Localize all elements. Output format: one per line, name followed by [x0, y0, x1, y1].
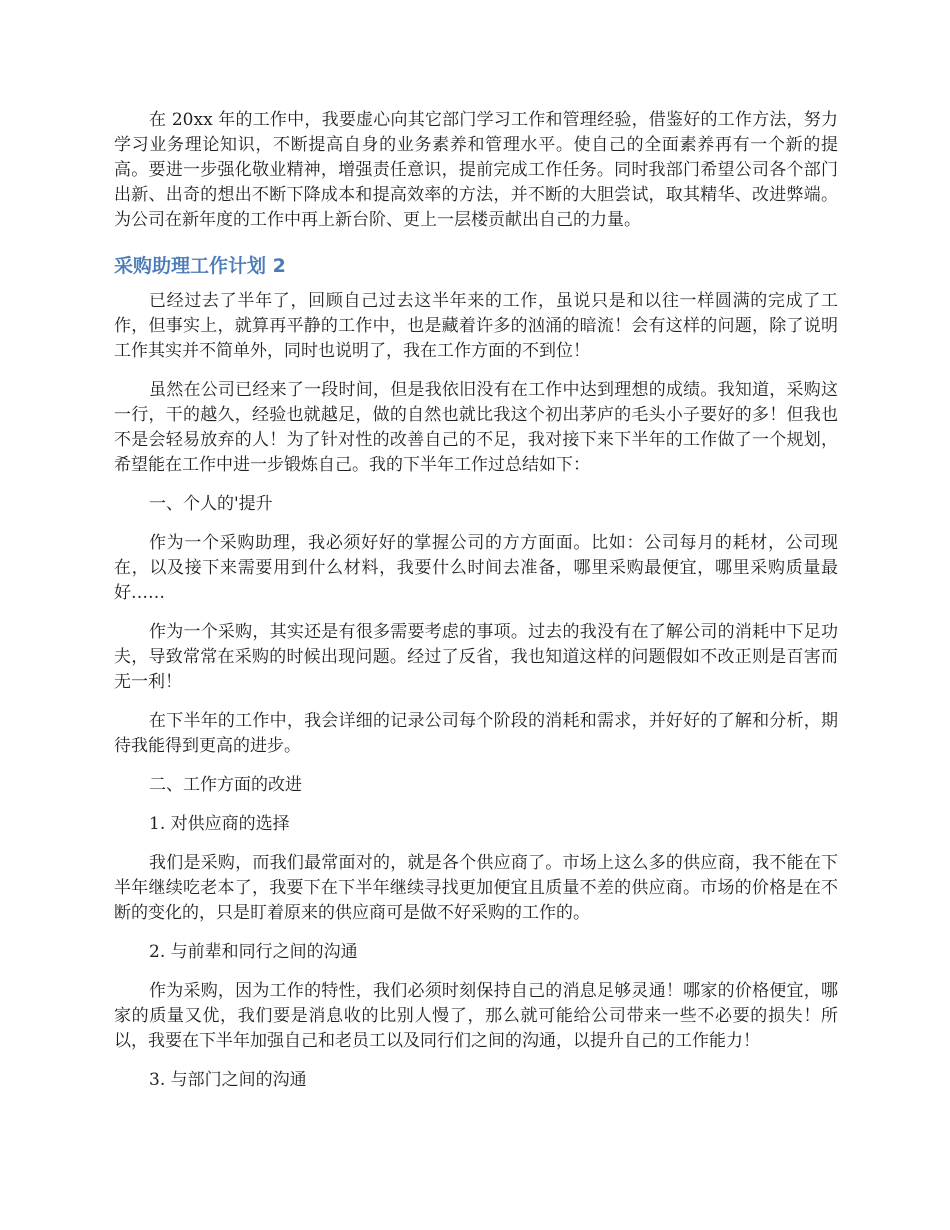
heading-peer-communication: 2. 与前辈和同行之间的沟通 — [149, 942, 358, 962]
paragraph-suppliers: 我们是采购，而我们最常面对的，就是各个供应商了。市场上这么多的供应商，我不能在下半年继续吃老本了，我要下在下半年继续寻找更加便宜且质量不差的供应商。市场的价格是在不断的变化的，只是盯着原来的供应商可是做不好采购的工作的。 — [114, 853, 838, 923]
paragraph-assistant-duties: 作为一个采购助理，我必须好好的掌握公司的方方面面。比如：公司每月的耗材，公司现在，以及接下来需要用到什么材料，我要什么时间去准备，哪里采购最便宜，哪里采购质量最好…… — [114, 533, 838, 603]
paragraph-communication: 作为采购，因为工作的特性，我们必须时刻保持自己的消息足够灵通！哪家的价格便宜，哪家的质量又优，我们要是消息收的比别人慢了，那么就可能给公司带来一些不必要的损失！所以，我要在下半年加强自己和老员工以及同行们之间的沟通，以提升自己的工作能力！ — [114, 981, 838, 1051]
document-body — [114, 108, 838, 1107]
heading-department-communication: 3. 与部门之间的沟通 — [149, 1070, 307, 1090]
intro-paragraph: 在 20xx 年的工作中，我要虚心向其它部门学习工作和管理经验，借鉴好的工作方法，努力学习业务理论知识，不断提高自身的业务素养和管理水平。使自己的全面素养再有一个新的提高。要进一步强化敬业精神，增强责任意识，提前完成工作任务。同时我部门希望公司各个部门出新、出奇的想出不断下降成本和提高效率的方法，并不断的大胆尝试，取其精华、改进弊端。为公司在新年度的工作中再上新台阶、更上一层楼贡献出自己的力量。 — [114, 110, 838, 230]
paragraph-records: 在下半年的工作中，我会详细的记录公司每个阶段的消耗和需求，并好好的了解和分析，期待我能得到更高的进步。 — [114, 711, 838, 756]
paragraph-considerations: 作为一个采购，其实还是有很多需要考虑的事项。过去的我没有在了解公司的消耗中下足功夫，导致常常在采购的时候出现问题。经过了反省，我也知道这样的问题假如不改正则是百害而无一利！ — [114, 622, 838, 692]
heading-supplier-choice: 1. 对供应商的选择 — [149, 814, 290, 834]
paragraph-review: 已经过去了半年了，回顾自己过去这半年来的工作，虽说只是和以往一样圆满的完成了工作，但事实上，就算再平静的工作中，也是藏着许多的汹涌的暗流！会有这样的问题，除了说明工作其实并不简单外，同时也说明了，我在工作方面的不到位！ — [114, 291, 838, 361]
paragraph-plan: 虽然在公司已经来了一段时间，但是我依旧没有在工作中达到理想的成绩。我知道，采购这一行，干的越久，经验也就越足，做的自然也就比我这个初出茅庐的毛头小子要好的多！但我也不是会轻易放弃的人！为了针对性的改善自己的不足，我对接下来下半年的工作做了一个规划，希望能在工作中进一步锻炼自己。我的下半年工作过总结如下： — [114, 380, 838, 475]
heading-personal-improvement: 一、个人的'提升 — [149, 494, 273, 514]
section-title: 采购助理工作计划 2 — [114, 255, 286, 277]
heading-work-improvement: 二、工作方面的改进 — [149, 775, 302, 795]
